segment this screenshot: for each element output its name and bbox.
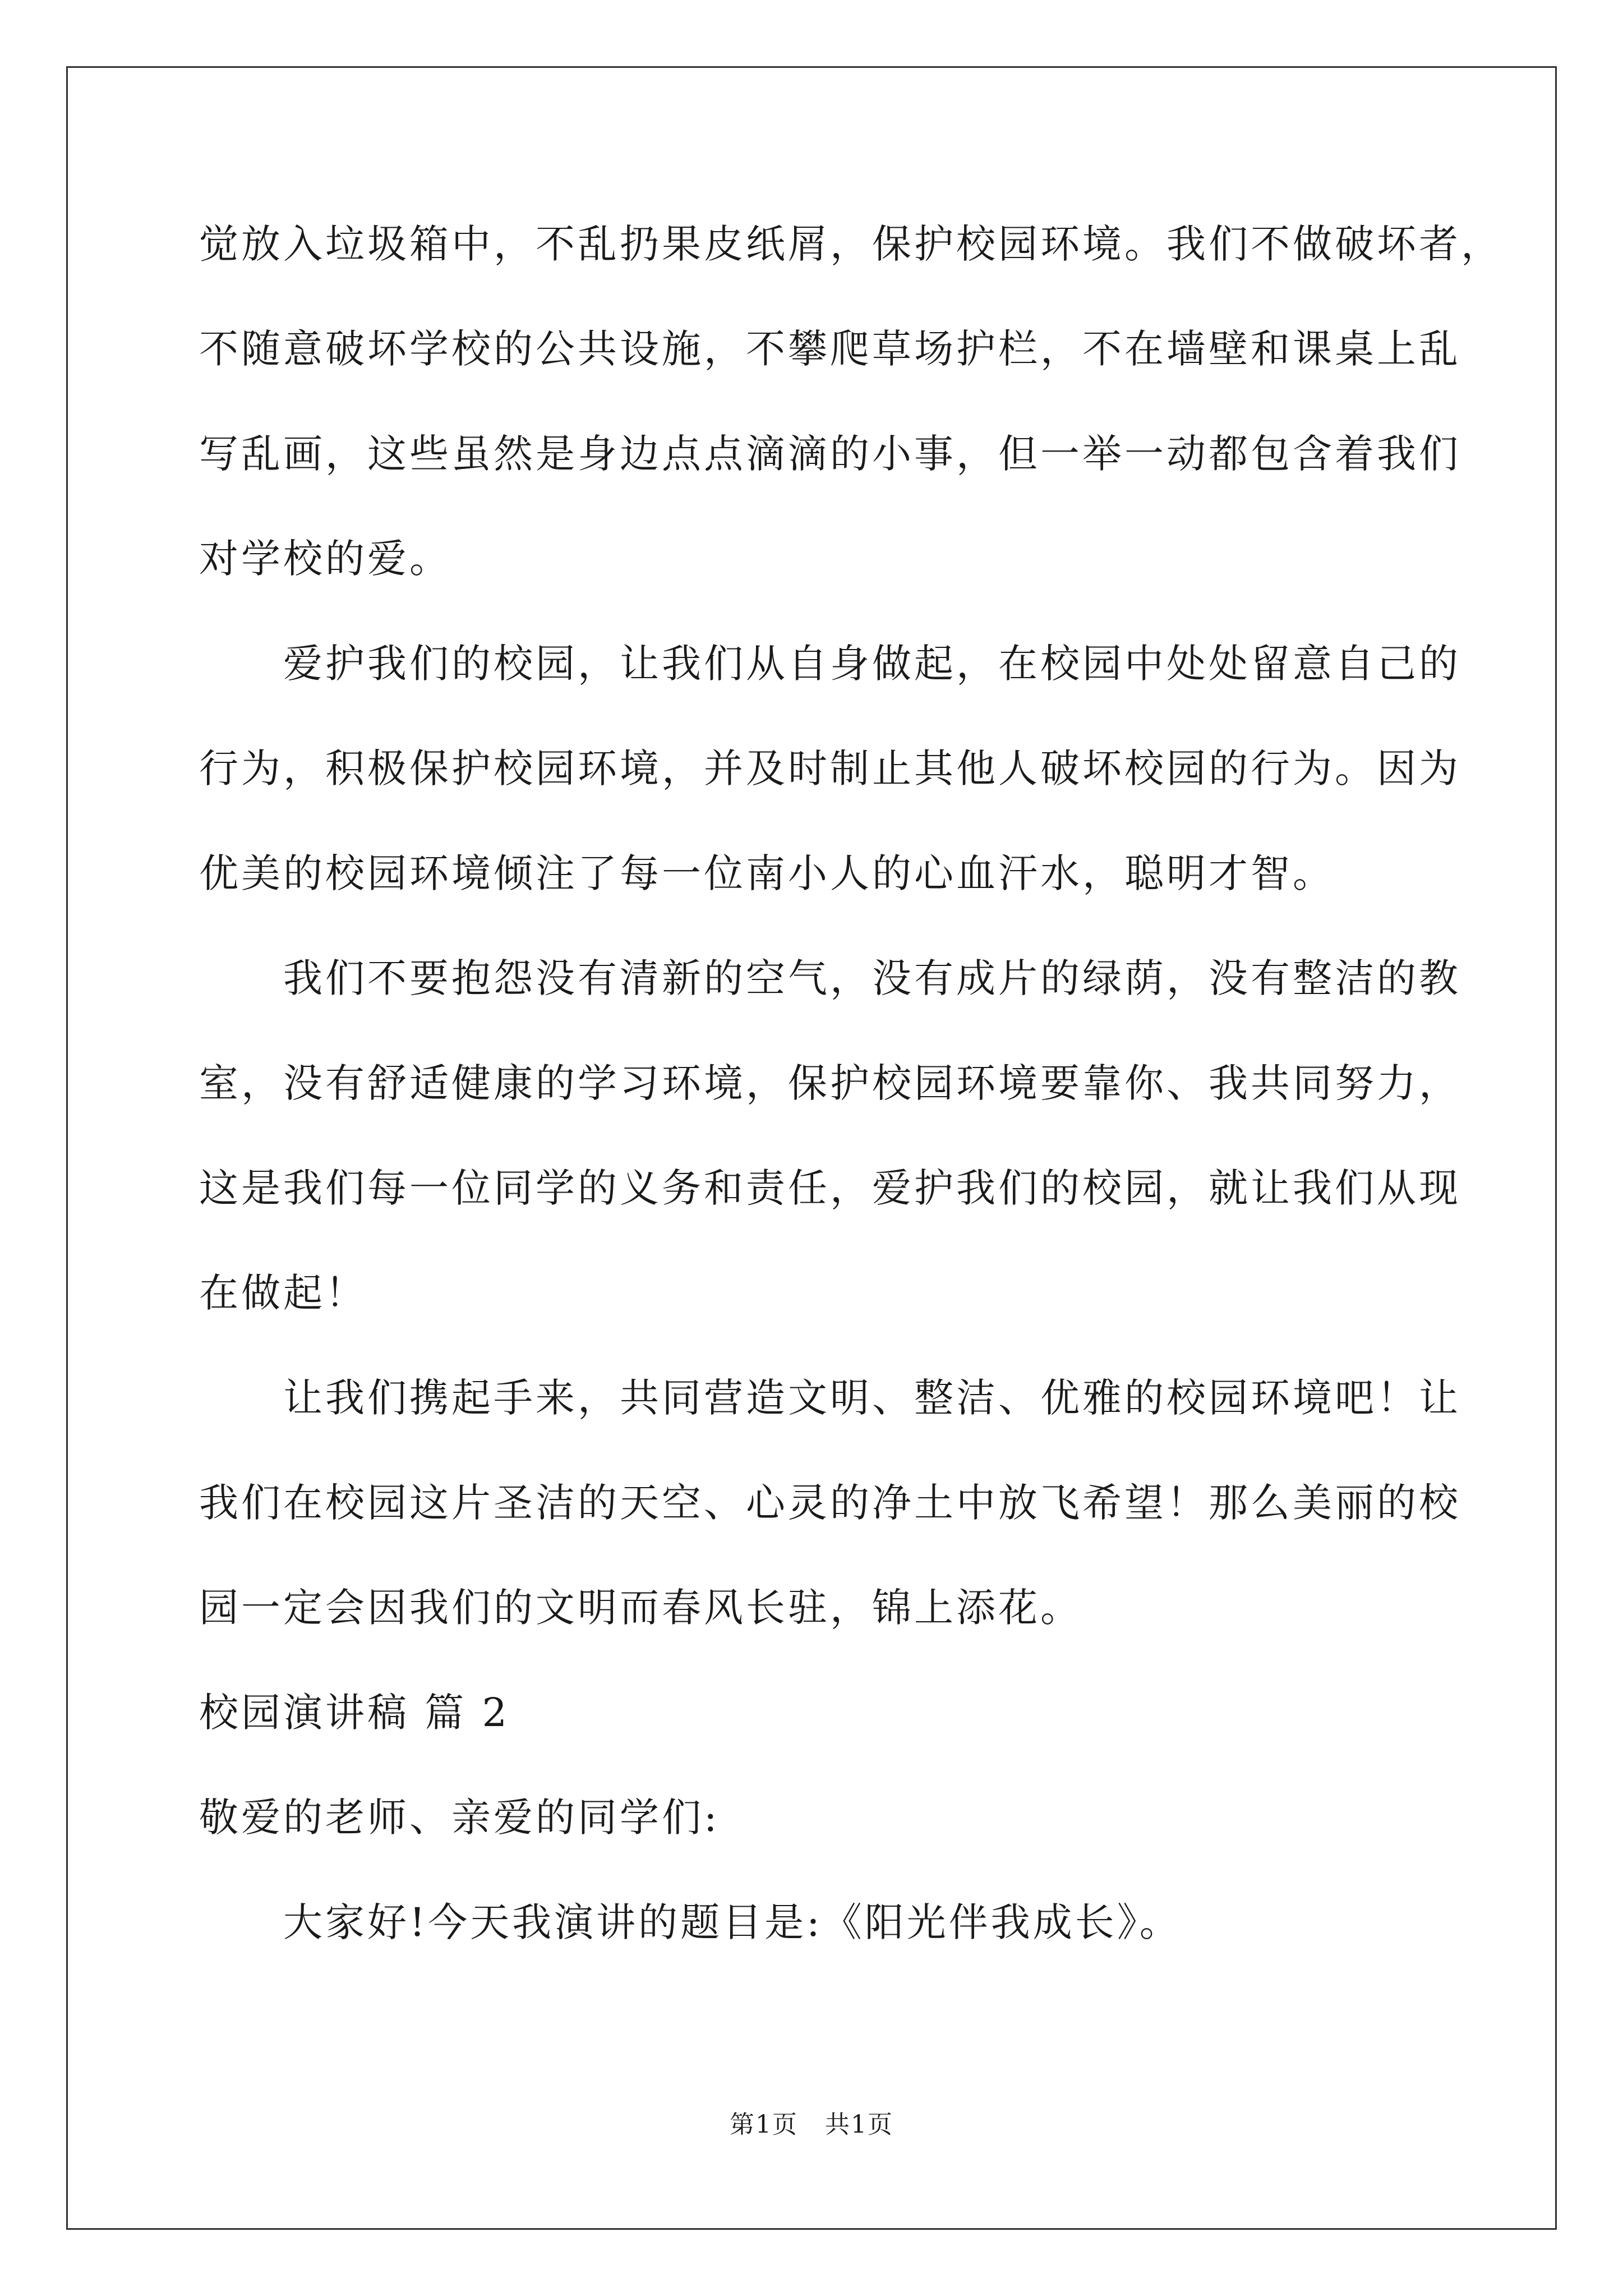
text-line: 写乱画，这些虽然是身边点点滴滴的小事，但一举一动都包含着我们 (199, 431, 1461, 477)
text-line: 对学校的爱。 (199, 536, 451, 582)
paragraph-first-line: 爱护我们的校园，让我们从自身做起，在校园中处处留意自己的 (283, 641, 1461, 687)
paragraph-first-line: 我们不要抱怨没有清新的空气，没有成片的绿荫，没有整洁的教 (283, 955, 1461, 1001)
text-line: 我们在校园这片圣洁的天空、心灵的净土中放飞希望！那么美丽的校 (199, 1480, 1461, 1526)
text-line: 觉放入垃圾箱中，不乱扔果皮纸屑，保护校园环境。我们不做破坏者， (199, 221, 1503, 267)
text-line: 行为，积极保护校园环境，并及时制止其他人破坏校园的行为。因为 (199, 746, 1461, 792)
paragraph-first-line: 让我们携起手来，共同营造文明、整洁、优雅的校园环境吧！让 (283, 1375, 1461, 1421)
text-line: 园一定会因我们的文明而春风长驻，锦上添花。 (199, 1585, 1082, 1631)
paragraph-first-line: 大家好!今天我演讲的题目是:《阳光伴我成长》。 (283, 1899, 1182, 1945)
text-line: 在做起！ (199, 1270, 367, 1316)
text-line: 优美的校园环境倾注了每一位南小人的心血汗水，聪明才智。 (199, 850, 1335, 896)
salutation: 敬爱的老师、亲爱的同学们: (199, 1795, 720, 1841)
section-heading: 校园演讲稿 篇 2 (199, 1690, 510, 1736)
page-footer: 第1页 共1页 (730, 2110, 893, 2139)
text-line: 室，没有舒适健康的学习环境，保护校园环境要靠你、我共同努力， (199, 1060, 1461, 1106)
text-line: 这是我们每一位同学的义务和责任，爱护我们的校园，就让我们从现 (199, 1165, 1461, 1211)
text-line: 不随意破坏学校的公共设施，不攀爬草场护栏，不在墙壁和课桌上乱 (199, 326, 1461, 372)
